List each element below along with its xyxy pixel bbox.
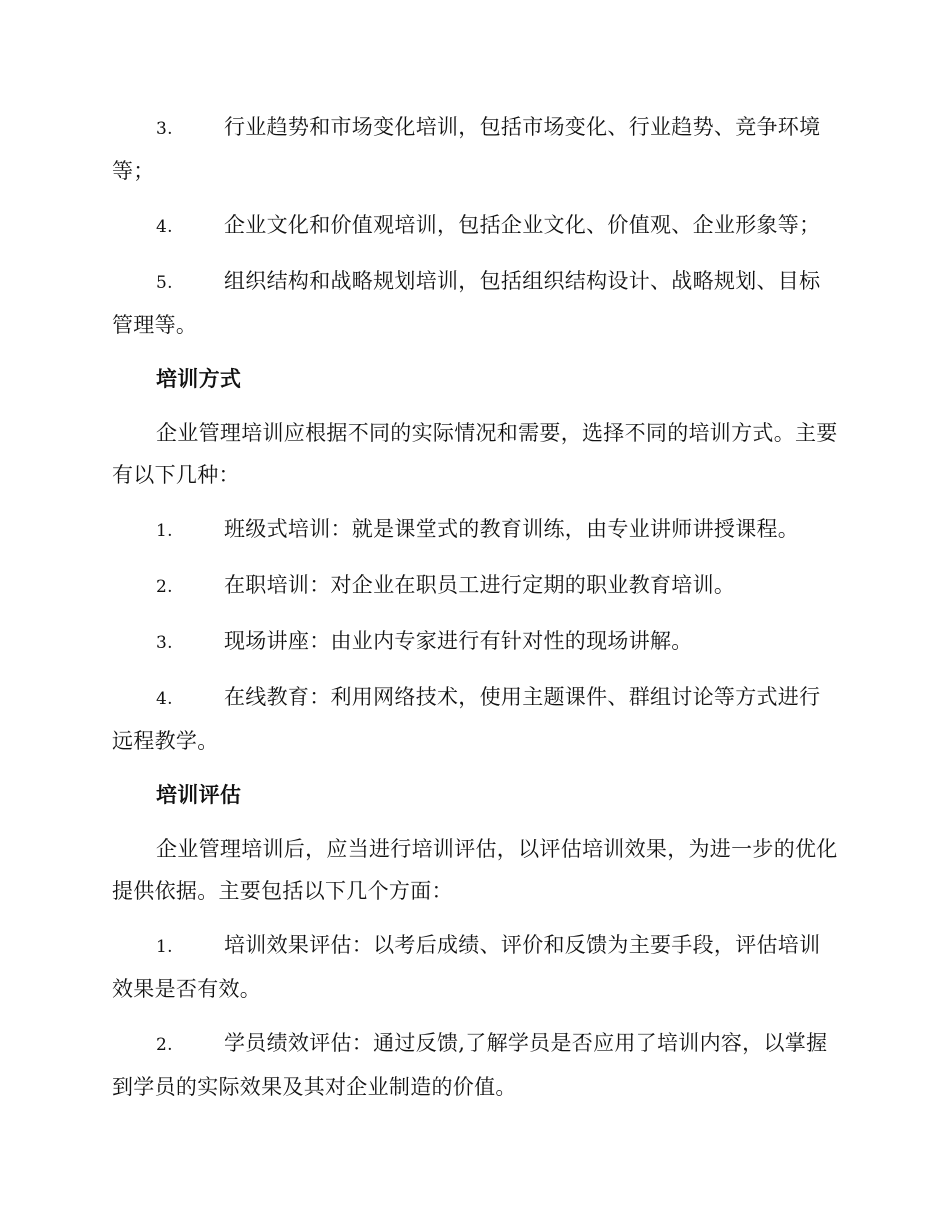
list-number: 1. [156,937,173,957]
list-number: 4. [156,217,173,237]
list-number: 1. [156,521,173,541]
list-text: 培训效果评估：以考后成绩、评价和反馈为主要手段，评估培训效果是否有效。 [112,933,821,1001]
document-page [112,106,840,1120]
list-item [112,106,840,192]
list-text: 行业趋势和市场变化培训，包括市场变化、行业趋势、竞争环境等； [112,115,821,183]
list-text: 现场讲座：由业内专家进行有针对性的现场讲解。 [224,629,693,653]
section-intro-training-evaluation: 企业管理培训后，应当进行培训评估，以评估培训效果，为进一步的优化提供依据。主要包括以下几个方面： [112,837,838,903]
list-text: 在职培训：对企业在职员工进行定期的职业教育培训。 [224,573,736,597]
list-item [112,564,840,608]
section-intro-training-methods: 企业管理培训应根据不同的实际情况和需要，选择不同的培训方式。主要有以下几种： [112,421,838,487]
list-number: 5. [156,273,173,293]
list-text: 组织结构和战略规划培训，包括组织结构设计、战略规划、目标管理等。 [112,269,821,337]
list-item [112,260,840,346]
list-number: 3. [156,119,173,139]
list-number: 2. [156,577,173,597]
list-item [112,676,840,762]
list-item [112,924,840,1010]
list-item [112,1022,840,1108]
list-item [112,508,840,552]
list-item [112,620,840,664]
list-text: 在线教育：利用网络技术，使用主题课件、群组讨论等方式进行远程教学。 [112,685,821,753]
list-text: 班级式培训：就是课堂式的教育训练，由专业讲师讲授课程。 [224,517,800,541]
list-item [112,204,840,248]
section-heading-training-methods: 培训方式 [156,366,242,391]
list-text: 企业文化和价值观培训，包括企业文化、价值观、企业形象等； [224,213,821,237]
list-text: 学员绩效评估：通过反馈,了解学员是否应用了培训内容，以掌握到学员的实际效果及其对企业制造的价值。 [112,1031,828,1099]
list-number: 3. [156,633,173,653]
list-number: 2. [156,1035,173,1055]
section-heading-training-evaluation: 培训评估 [156,782,242,807]
list-number: 4. [156,689,173,709]
